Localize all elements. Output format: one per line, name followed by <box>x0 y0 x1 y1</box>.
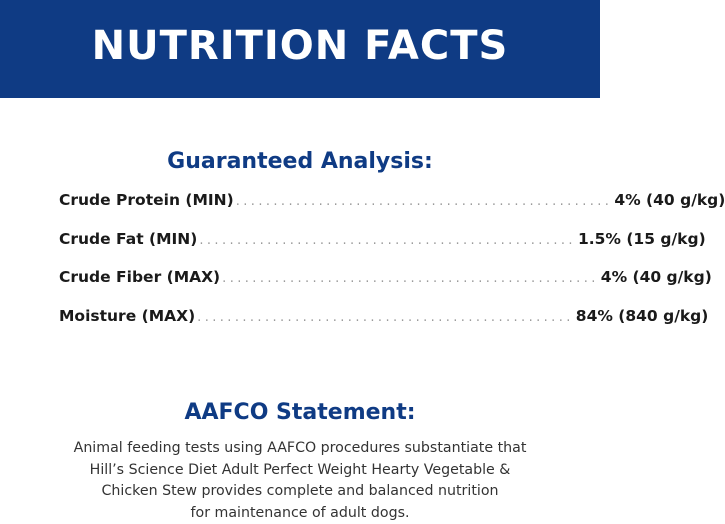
analysis-label: Crude Protein (MIN) <box>59 191 234 209</box>
analysis-label: Crude Fiber (MAX) <box>59 268 220 286</box>
analysis-row-crude-protein <box>59 191 540 230</box>
analysis-value: 84% (840 g/kg) <box>576 307 709 325</box>
nutrition-facts-banner <box>0 0 600 98</box>
aafco-statement-heading: AAFCO Statement: <box>0 400 600 425</box>
dot-leader: .................................................. <box>197 310 574 325</box>
analysis-label: Moisture (MAX) <box>59 307 195 325</box>
statement-line: Chicken Stew provides complete and balanced nutrition <box>40 481 560 503</box>
statement-line: for maintenance of adult dogs. <box>40 503 560 524</box>
analysis-value: 4% (40 g/kg) <box>601 268 712 286</box>
dot-leader: .................................................. <box>199 233 576 248</box>
analysis-value: 1.5% (15 g/kg) <box>578 230 706 248</box>
statement-line: Hill’s Science Diet Adult Perfect Weight Hearty Vegetable & <box>40 460 560 482</box>
analysis-row-crude-fiber <box>59 268 540 307</box>
dot-leader: .................................................. <box>236 194 613 209</box>
analysis-row-moisture <box>59 307 540 346</box>
page-title: NUTRITION FACTS <box>92 23 509 69</box>
aafco-statement-text <box>40 438 560 524</box>
analysis-value: 4% (40 g/kg) <box>614 191 725 209</box>
analysis-row-crude-fat <box>59 230 540 269</box>
statement-line: Animal feeding tests using AAFCO procedures substantiate that <box>40 438 560 460</box>
dot-leader: .................................................. <box>222 271 599 286</box>
analysis-label: Crude Fat (MIN) <box>59 230 197 248</box>
guaranteed-analysis-list <box>59 191 540 345</box>
guaranteed-analysis-heading: Guaranteed Analysis: <box>0 149 600 174</box>
